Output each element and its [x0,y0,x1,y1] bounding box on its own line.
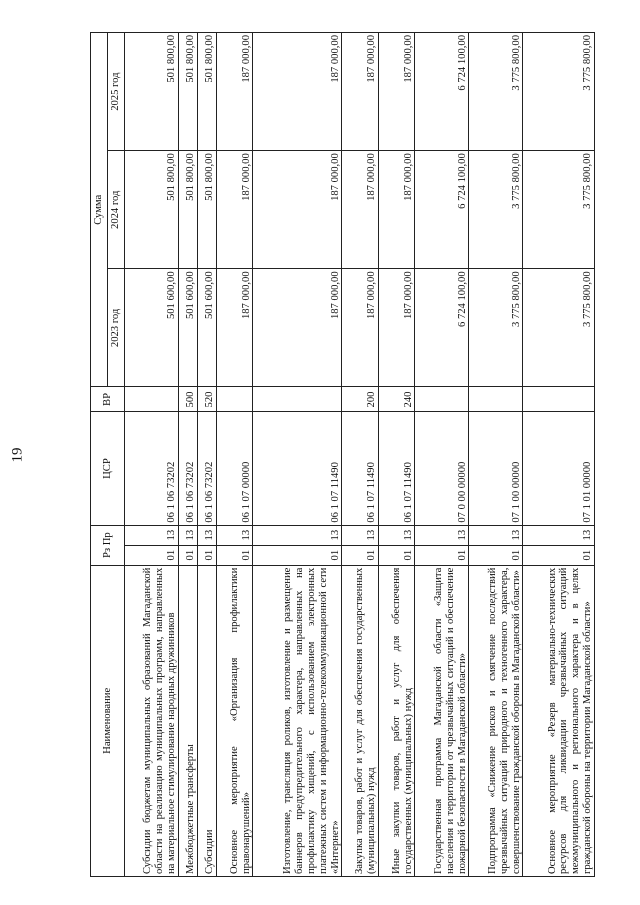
row-rz: 01 [216,545,252,565]
row-csr: 06 1 06 73202 [197,412,216,525]
page-number: 19 [9,447,26,463]
row-sum-2025: 3 775 800,00 [469,33,523,151]
row-pr: 13 [469,525,523,545]
header-vr: ВР [91,387,125,412]
row-vr [523,387,595,412]
row-sum-2024: 187 000,00 [216,151,252,269]
row-sum-2025: 187 000,00 [253,33,342,151]
row-sum-2024: 187 000,00 [342,151,378,269]
row-sum-2024: 6 724 100,00 [415,151,469,269]
row-sum-2025: 501 800,00 [125,33,179,151]
budget-table [90,32,595,877]
header-2025: 2025 год [108,33,125,151]
header-sum: Сумма [91,33,108,387]
row-name: Субсидии [197,565,216,876]
row-vr: 200 [342,387,378,412]
row-sum-2025: 501 800,00 [197,33,216,151]
row-vr: 500 [179,387,198,412]
row-sum-2024: 187 000,00 [378,151,414,269]
row-csr: 06 1 06 73202 [125,412,179,525]
row-pr: 13 [216,525,252,545]
row-vr [469,387,523,412]
row-name: Основное мероприятие «Резерв материально-технических ресурсов для ликвидации чрезвычайных ситуаций межмуниципального и регионального характера и в целях гражданской обороны на территории Магаданской области» [523,565,595,876]
row-rz: 01 [125,545,179,565]
row-sum-2023: 6 724 100,00 [415,269,469,387]
row-sum-2025: 187 000,00 [216,33,252,151]
rotated-table-wrapper [90,32,595,877]
row-name: Основное мероприятие «Организация профилактики правонарушений» [216,565,252,876]
row-rz: 01 [253,545,342,565]
row-sum-2023: 187 000,00 [342,269,378,387]
table-row [415,33,469,877]
row-pr: 13 [378,525,414,545]
row-rz: 01 [342,545,378,565]
header-2024: 2024 год [108,151,125,269]
row-name: Иные закупки товаров, работ и услуг для обеспечения государственных (муниципальных) нужд [378,565,414,876]
table-row [523,33,595,877]
table-row [179,33,198,877]
table-body [125,33,595,877]
row-vr [415,387,469,412]
row-rz: 01 [197,545,216,565]
row-pr: 13 [179,525,198,545]
header-rz-pr: Рз Пр [91,525,125,565]
row-csr: 06 1 06 73202 [179,412,198,525]
row-sum-2023: 501 600,00 [197,269,216,387]
row-rz: 01 [523,545,595,565]
row-sum-2023: 3 775 800,00 [469,269,523,387]
row-csr: 06 1 07 00000 [216,412,252,525]
row-name: Межбюджетные трансферты [179,565,198,876]
row-csr: 07 1 00 00000 [469,412,523,525]
header-2023: 2023 год [108,269,125,387]
row-pr: 13 [125,525,179,545]
row-pr: 13 [415,525,469,545]
row-pr: 13 [523,525,595,545]
row-sum-2023: 501 600,00 [179,269,198,387]
row-sum-2025: 187 000,00 [378,33,414,151]
row-rz: 01 [415,545,469,565]
row-name: Государственная программа Магаданской области «Защита населения и территории от чрезвычайных ситуаций и обеспечение пожарной безопасности в Магаданской области» [415,565,469,876]
row-sum-2024: 501 800,00 [197,151,216,269]
row-vr: 520 [197,387,216,412]
row-pr: 13 [197,525,216,545]
table-row [125,33,179,877]
row-sum-2023: 3 775 800,00 [523,269,595,387]
header-name: Наименование [91,565,125,876]
table-header [91,33,125,877]
row-sum-2024: 501 800,00 [125,151,179,269]
row-sum-2023: 187 000,00 [253,269,342,387]
row-sum-2023: 187 000,00 [378,269,414,387]
row-rz: 01 [469,545,523,565]
row-name: Закупка товаров, работ и услуг для обеспечения государственных (муниципальных) нужд [342,565,378,876]
row-sum-2023: 187 000,00 [216,269,252,387]
row-csr: 06 1 07 11490 [342,412,378,525]
row-vr [253,387,342,412]
row-sum-2023: 501 600,00 [125,269,179,387]
table-row [216,33,252,877]
row-name: Субсидии бюджетам муниципальных образований Магаданской области на реализацию муниципальных программ, направленных на материальное стимулирование народных дружинников [125,565,179,876]
row-csr: 07 1 01 00000 [523,412,595,525]
row-pr: 13 [342,525,378,545]
row-sum-2025: 501 800,00 [179,33,198,151]
row-sum-2024: 3 775 800,00 [469,151,523,269]
row-sum-2025: 187 000,00 [342,33,378,151]
table-row [253,33,342,877]
row-sum-2024: 501 800,00 [179,151,198,269]
row-pr: 13 [253,525,342,545]
row-sum-2025: 6 724 100,00 [415,33,469,151]
table-row [342,33,378,877]
row-rz: 01 [378,545,414,565]
header-csr: ЦСР [91,412,125,525]
row-name: Подпрограмма «Снижение рисков и смягчение последствий чрезвычайных ситуаций природного и техногенного характера, совершенствование гражданской обороны в Магаданской области» [469,565,523,876]
table-row [469,33,523,877]
row-csr: 06 1 07 11490 [253,412,342,525]
row-sum-2024: 187 000,00 [253,151,342,269]
row-csr: 07 0 00 00000 [415,412,469,525]
row-rz: 01 [179,545,198,565]
row-sum-2024: 3 775 800,00 [523,151,595,269]
row-vr [216,387,252,412]
row-csr: 06 1 07 11490 [378,412,414,525]
row-vr: 240 [378,387,414,412]
table-row [378,33,414,877]
row-vr [125,387,179,412]
row-sum-2025: 3 775 800,00 [523,33,595,151]
row-name: Изготовление, трансляция роликов, изготовление и размещение баннеров предупредительного характера, направленных на профилактику хищений, с использованием электронных платежных систем и информационно-телекоммуникационной сети «Интернет» [253,565,342,876]
table-row [197,33,216,877]
